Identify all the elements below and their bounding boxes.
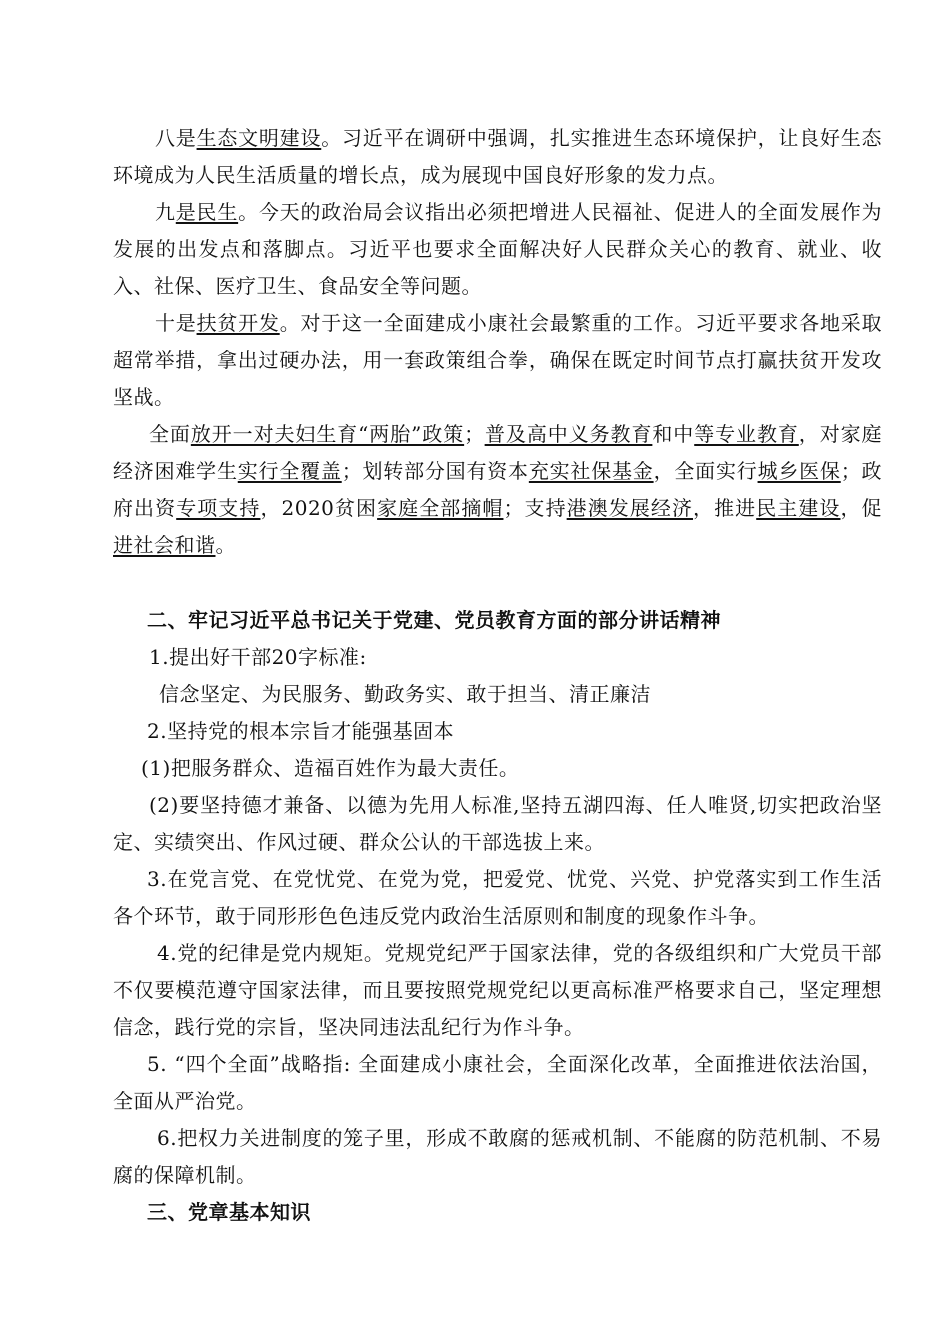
list-item-2-1: (1)把服务群众、造福百姓作为最大责任。 bbox=[141, 756, 520, 780]
list-item-1-detail: 信念坚定、为民服务、勤政务实、敢于担当、清正廉洁 bbox=[159, 682, 651, 706]
list-item-4: 4.党的纪律是党内规矩。党规党纪严于国家法律，党的各级组织和广大党员干部不仅要模范遵守国家法律，而且要按照党规党纪以更高标准严格要求自己，坚定理想信念，践行党的宗旨，坚决同违法乱纪行为作斗争。 bbox=[113, 941, 882, 1039]
paragraph-policies: 全面放开一对夫妇生育“两胎”政策；普及高中义务教育和中等专业教育，对家庭经济困难学生实行全覆盖；划转部分国有资本充实社保基金，全面实行城乡医保；政府出资专项支持，2020贫困家庭全部摘帽；支持港澳发展经济，推进民主建设，促进社会和谐。 bbox=[113, 422, 883, 557]
underlined-policy: 港澳发展经济 bbox=[566, 496, 694, 520]
underlined-policy: 进社会和谐 bbox=[113, 533, 216, 557]
underlined-topic: 是民生 bbox=[175, 200, 239, 224]
list-item-2-2: (2)要坚持德才兼备、以德为先用人标准,坚持五湖四海、任人唯贤,切实把政治坚定、实绩突出、作风过硬、群众公认的干部选拔上来。 bbox=[113, 793, 882, 854]
underlined-policy: 城乡医保 bbox=[757, 459, 841, 483]
underlined-policy: 放开一对夫妇生育“两胎”政策 bbox=[190, 422, 465, 446]
list-item-6: 6.把权力关进制度的笼子里，形成不敢腐的惩戒机制、不能腐的防范机制、不易腐的保障机制。 bbox=[113, 1126, 882, 1187]
underlined-topic: 扶贫开发 bbox=[196, 311, 280, 335]
section-heading-3: 三、党章基本知识 bbox=[147, 1200, 311, 1224]
list-item-1: 1.提出好干部20字标准: bbox=[149, 645, 367, 669]
underlined-policy: 普及高中义务教育 bbox=[484, 422, 653, 446]
list-item-5: 5. “四个全面”战略指: 全面建成小康社会，全面深化改革，全面推进依法治国，全面从严治党。 bbox=[113, 1052, 882, 1113]
list-item-2: 2.坚持党的根本宗旨才能强基固本 bbox=[147, 719, 455, 743]
paragraph-poverty: 十是扶贫开发。对于这一全面建成小康社会最繁重的工作。习近平要求各地采取超常举措，拿出过硬办法，用一套政策组合拳，确保在既定时间节点打赢扶贫开发攻坚战。 bbox=[113, 311, 883, 409]
underlined-topic: 生态文明建设 bbox=[196, 126, 322, 150]
underlined-policy: 实行全覆盖 bbox=[237, 459, 342, 483]
underlined-policy: 民主建设 bbox=[756, 496, 841, 520]
underlined-policy: 家庭全部摘帽 bbox=[377, 496, 504, 520]
section-heading-2: 二、牢记习近平总书记关于党建、党员教育方面的部分讲话精神 bbox=[147, 608, 721, 632]
underlined-policy: 专项支持 bbox=[176, 496, 261, 520]
underlined-policy: 充实社保基金 bbox=[528, 459, 654, 483]
paragraph-livelihood: 九是民生。今天的政治局会议指出必须把增进人民福祉、促进人的全面发展作为发展的出发点和落脚点。习近平也要求全面解决好人民群众关心的教育、就业、收入、社保、医疗卫生、食品安全等问题。 bbox=[113, 200, 883, 298]
list-item-3: 3.在党言党、在党忧党、在党为党，把爱党、忧党、兴党、护党落实到工作生活各个环节，敢于同形形色色违反党内政治生活原则和制度的现象作斗争。 bbox=[113, 867, 882, 928]
underlined-policy: 等专业教育 bbox=[694, 422, 799, 446]
paragraph-ecology: 八是生态文明建设。习近平在调研中强调，扎实推进生态环境保护，让良好生态环境成为人民生活质量的增长点，成为展现中国良好形象的发力点。 bbox=[113, 126, 883, 187]
